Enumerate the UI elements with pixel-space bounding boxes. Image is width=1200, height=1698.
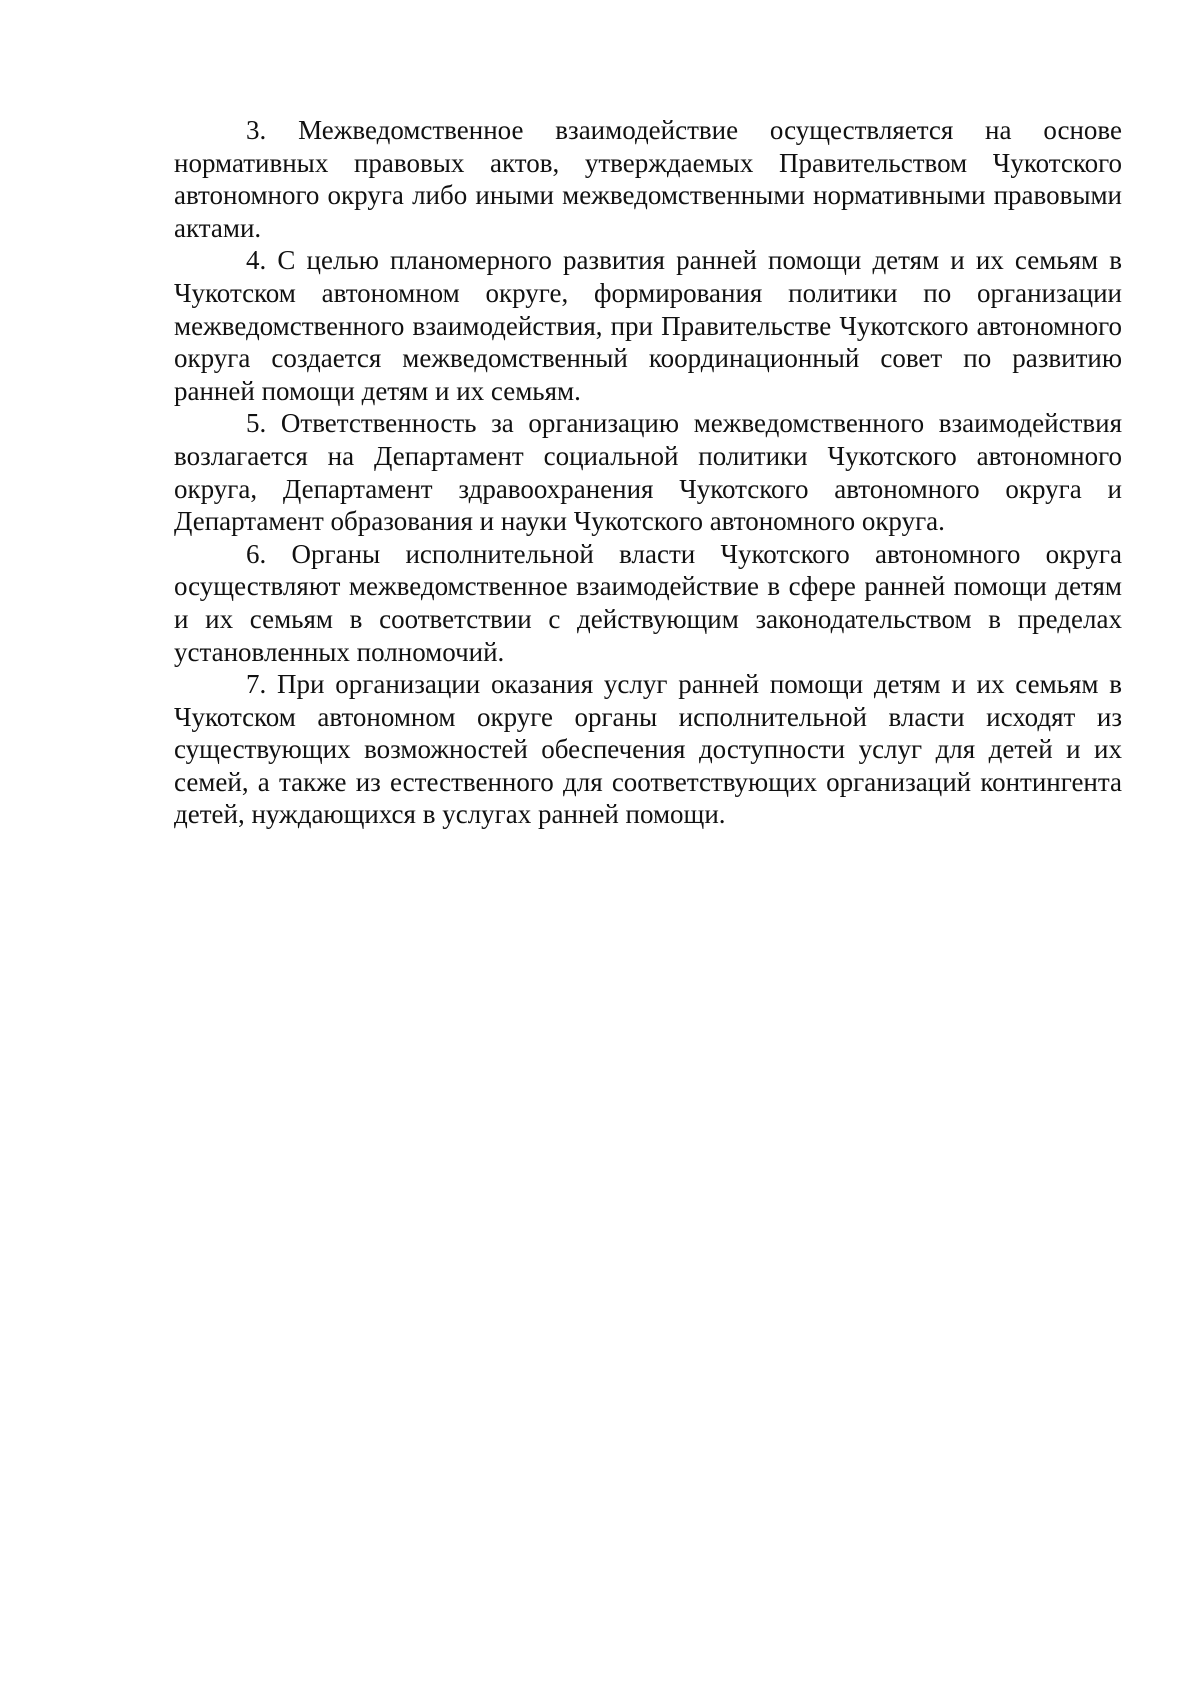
paragraph-3: 3. Межведомственное взаимодействие осуществляется на основе нормативных правовых актов, утверждаемых Правительством Чукотского автономного округа либо иными межведомственными нормативными правовыми актами.	[174, 115, 1122, 243]
paragraph-7: 7. При организации оказания услуг ранней помощи детям и их семьям в Чукотском автономном округе органы исполнительной власти исходят из существующих возможностей обеспечения доступности услуг для детей и их семей, а также из естественного для соответствующих организаций контингента детей, нуждающихся в услугах ранней помощи.	[174, 669, 1122, 830]
paragraph-5: 5. Ответственность за организацию межведомственного взаимодействия возлагается на Департамент социальной политики Чукотского автономного округа, Департамент здравоохранения Чукотского автономного округа и Департамент образования и науки Чукотского автономного округа.	[174, 408, 1122, 537]
document-body	[174, 114, 1122, 831]
paragraph-6: 6. Органы исполнительной власти Чукотского автономного округа осуществляют межведомственное взаимодействие в сфере ранней помощи детям и их семьям в соответствии с действующим законодательством в пределах установленных полномочий.	[174, 538, 1122, 667]
paragraph-4: 4. С целью планомерного развития ранней помощи детям и их семьям в Чукотском автономном округе, формирования политики по организации межведомственного взаимодействия, при Правительстве Чукотского автономного округа создается межведомственный координационный совет по развитию ранней помощи детям и их семьям.	[174, 245, 1122, 406]
